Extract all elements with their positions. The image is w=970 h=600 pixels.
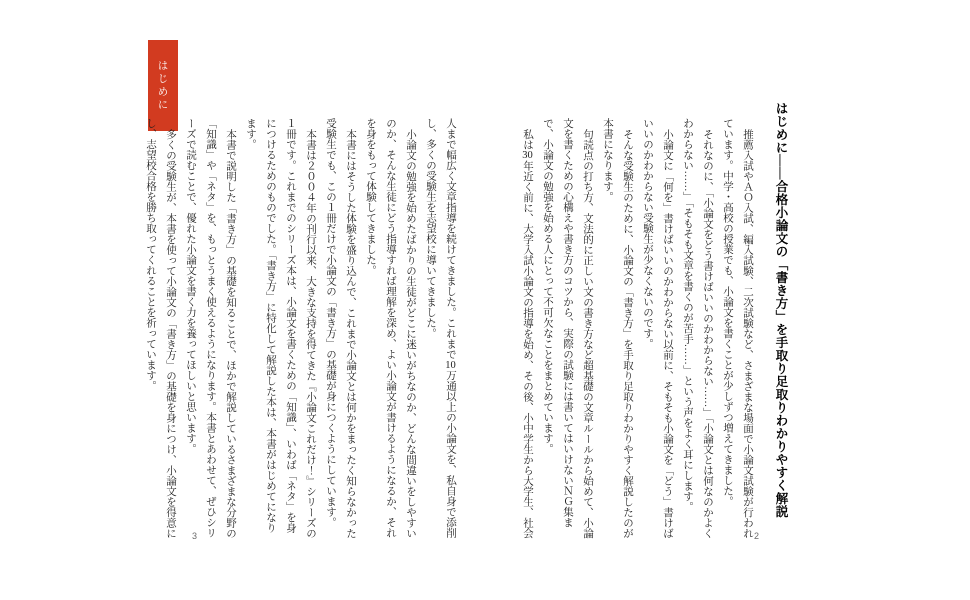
tatechuyoko-number: 10 bbox=[445, 359, 456, 370]
right-page-number: 2 bbox=[754, 531, 760, 541]
left-page-number: 3 bbox=[192, 531, 198, 541]
paragraph: それなのに、「小論文をどう書けばいいのかわからない……」「小論文とは何なのかよくわからない……」「そもそも文章を書くのが苦手……」という声をよく耳にします。 bbox=[682, 118, 713, 538]
paragraph: 人まで幅広く文章指導を続けてきました。これまで10万通以上の小論文を、私自身で添削し、多くの受験生を志望校に導いてきました。 bbox=[425, 118, 456, 538]
chapter-tab-label: はじめに bbox=[156, 59, 169, 112]
tatechuyoko-number: 30 bbox=[522, 149, 533, 160]
paragraph: 推薦入試やＡＯ入試、編入試験、二次試験など、さまざまな場面で小論文試験が行われています。中学・高校の授業でも、小論文を書くことが少しずつ増えてきました。 bbox=[722, 118, 753, 538]
chapter-title: はじめに——合格小論文の「書き方」を手取り足取りわかりやすく解説 bbox=[774, 102, 788, 518]
paragraph: 多くの受験生が、本書を使って小論文の「書き方」の基礎を身につけ、小論文を得意にし、志望校合格を勝ち取ってくれることを祈っています。 bbox=[145, 118, 176, 538]
paragraph: 本書にはそうした体験を盛り込んで、これまで小論文とは何かをまったく知らなかった受験生でも、この１冊だけで小論文の「書き方」の基礎が身につくようにしています。 bbox=[325, 118, 356, 538]
paragraph: 小論文に「何を」書けばいいのかわからない以前に、そもそも小論文を「どう」書けばいいのかわからない受験生が少なくないのです。 bbox=[642, 118, 673, 538]
right-page-text bbox=[517, 118, 760, 541]
left-page-text bbox=[140, 118, 460, 539]
paragraph: 小論文の勉強を始めたばかりの生徒がどこに迷いがちなのか、どんな間違いをしやすいのか、そんな生徒にどう指導すれば理解を深め、よい小論文が書けるようになるか、それを身をもって体験してきました。 bbox=[365, 118, 416, 538]
paragraph: 私は30年近く前に、大学入試小論文の指導を始め、その後、小中学生から大学生、社会 bbox=[522, 128, 533, 538]
paragraph: 句読点の打ち方、文法的に正しい文の書き方など超基礎の文章ルールから始めて、小論文を書くための心構えや書き方のコツから、実際の試験には書いてはいけないＮＧ集まで、小論文の勉強を始める人にとって不可欠なことをまとめています。 bbox=[542, 118, 593, 538]
paragraph: 本書で説明した「書き方」の基礎を知ることで、ほかで解説しているさまざまな分野の「知識」や「ネタ」を、もっとうまく使えるようになります。本書とあわせて、ぜひシリーズで読むことで、優れた小論文を書く力を養ってほしいと思います。 bbox=[185, 118, 236, 538]
paragraph: そんな受験生のために、小論文の「書き方」を手取り足取りわかりやすく解説したのが本書になります。 bbox=[602, 118, 633, 538]
paragraph: 本書は２００４年の刊行以来、大きな支持を得てきた『小論文これだけ！』シリーズの１冊です。これまでのシリーズ本は、小論文を書くための「知識」、いわば「ネタ」を身につけるためのものでした。「書き方」に特化して解説した本は、本書がはじめてになります。 bbox=[245, 118, 316, 538]
